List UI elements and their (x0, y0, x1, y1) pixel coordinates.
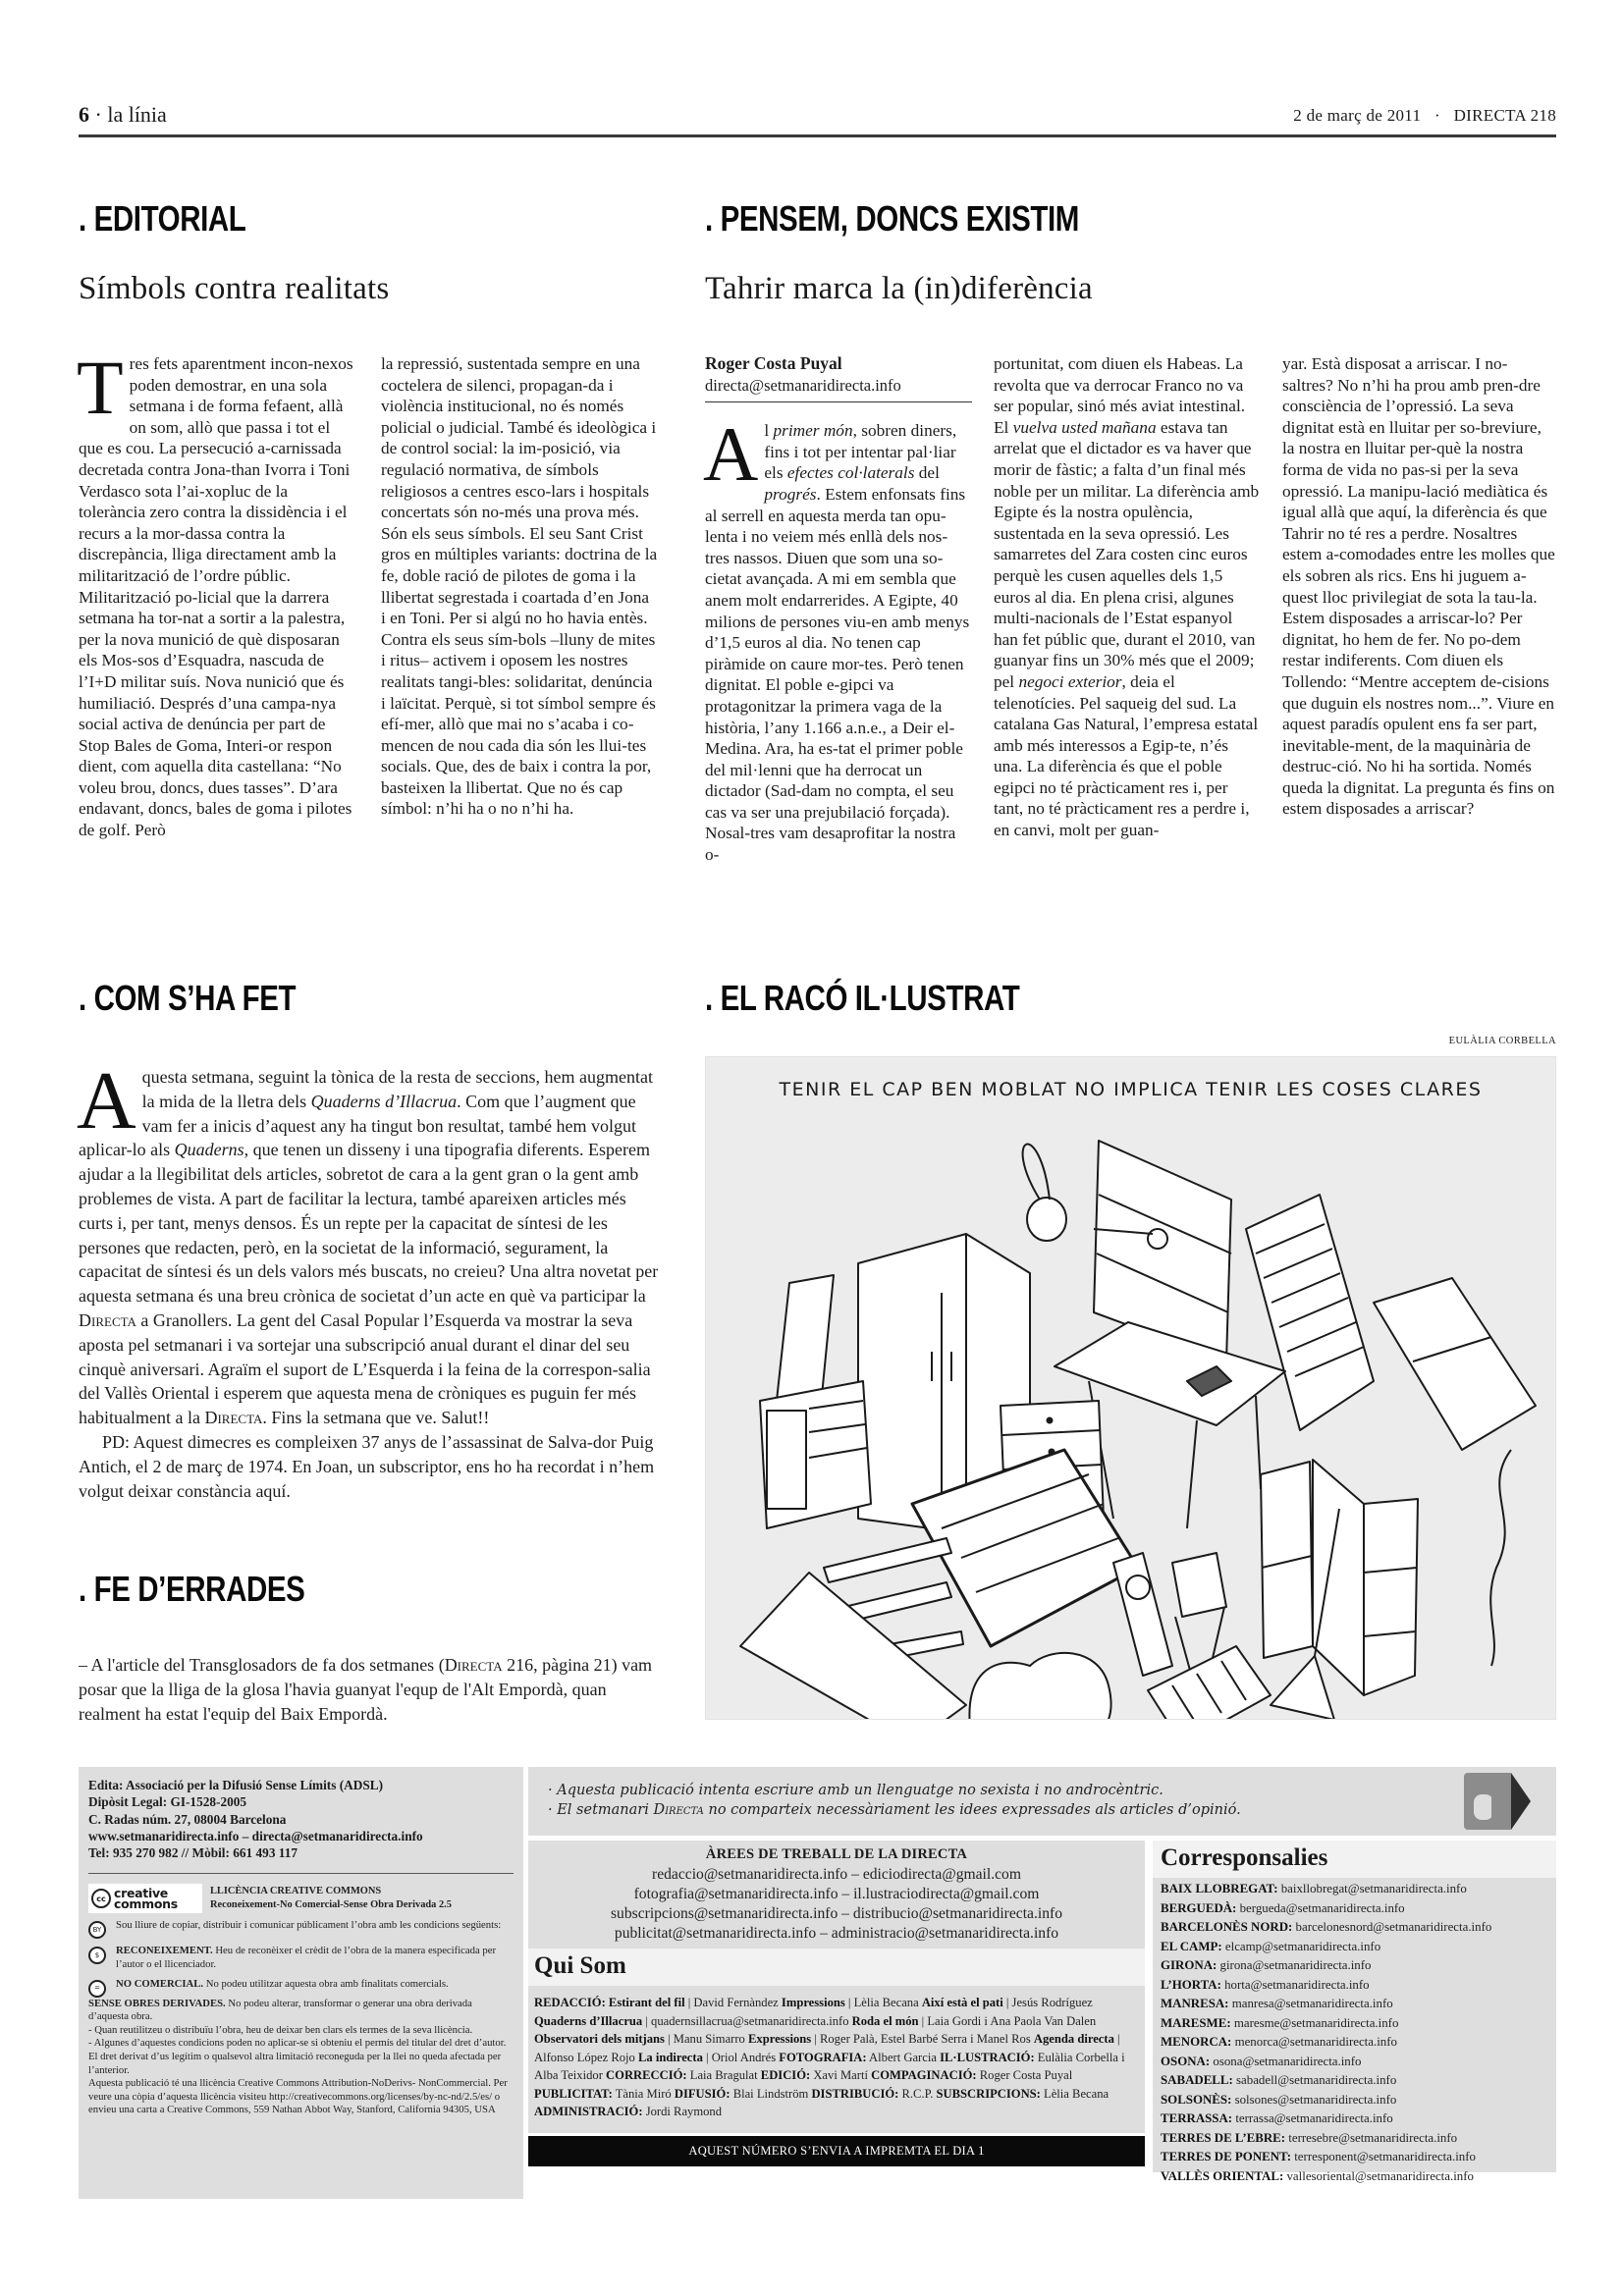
credit-role: Així està el pati (921, 1996, 1003, 2009)
credit-name: | Manu Simarro (664, 2032, 749, 2046)
publisher-info (88, 1777, 514, 1874)
region: BARCELONÈS NORD: (1161, 1920, 1293, 1934)
disclaimer-line-2 (548, 1800, 1241, 1820)
region: BERGUEDÀ: (1161, 1900, 1237, 1915)
license-notice: Aquesta publicació té una llicència Creative Commons Attribution-NoDerivs- NonCommercial. Per veure una còpia d’aquesta llicència visiteu http://creativecommons.org/licenses/by-nc-nd/2.5/es/ o envieu una carta a Creative Commons, 559 Nathan Abbot Way, Stanford, California 94305, USA (88, 2077, 508, 2116)
work-area-emails[interactable]: publicitat@setmanaridirecta.info – administracio@setmanaridirecta.info (614, 1925, 1059, 1942)
furniture-pile-illustration (706, 1057, 1556, 1720)
license-nd (88, 1998, 514, 2024)
opinion-headline: Tahrir marca la (in)diferència (705, 271, 1093, 306)
credit-name: | Laia Gordi i Ana Paola Van Dalen (918, 2013, 1097, 2028)
license-nd-text: No podeu alterar, transformar o generar una obra derivada d’aquesta obra. (88, 1997, 472, 2023)
region-email[interactable]: manresa@setmanaridirecta.info (1231, 1997, 1393, 2010)
arrow-shape (1511, 1773, 1531, 1830)
credit-role: ADMINISTRACIÓ: (534, 2105, 643, 2118)
web-email[interactable]: www.setmanaridirecta.info – directa@setmanaridirecta.info (88, 1828, 423, 1843)
credit-role: SUBSCRIPCIONS: (936, 2086, 1041, 2101)
body-text: estava tan arrelat que el dictador es va haver que morir de fàstic; a falta d’un final més noble per un militar. La diferència amb Egipte és la nostra opulència, sustentada en la seva opressió. Les samarretes del Zara costen cinc euros perquè les cusen aquelles dels 1,5 euros al dia. En plena crisi, algunes multi-nacionals de l’Estat espanyol han fet públic que, durant el 2010, van guanyar fins un 30% més que el 2009; pel (994, 417, 1260, 691)
italic-text: Quaderns d’Illacrua (310, 1091, 458, 1111)
byline (705, 353, 972, 402)
license-variant: Reconeixement-No Comercial-Sense Obra Derivada 2.5 (210, 1899, 452, 1911)
region: MENORCA: (1161, 2035, 1232, 2049)
region: EL CAMP: (1161, 1939, 1222, 1953)
small-caps-text: Directa (79, 1309, 136, 1330)
cc-word-2: commons (114, 1896, 178, 1912)
credit-name: | Jesús Rodríguez (1002, 1996, 1093, 2009)
region: OSONA: (1161, 2054, 1211, 2068)
license-waiver: - Algunes d’aquestes condicions poden no aplicar-se si obteniu el permís del titular del dret d’autor. El dret derivat d’us legítim o qualsevol altra limitació reconeguda per la llei no queda afectada per l’anterior. (88, 2037, 507, 2076)
credit-role: REDACCIÓ: Estirant del fil (534, 1996, 685, 2009)
region-email[interactable]: menorca@setmanaridirecta.info (1234, 2035, 1397, 2049)
correspondent-item (1161, 1956, 1548, 1976)
correspondent-item (1161, 2033, 1548, 2053)
body-text: . Estem enfonsats fins al serrell en aquesta merda tan opu-lenta i no veiem més enllà dels nos-tres nassos. Diuen que som una so-cietat avançada. A mi em sembla que anem molt endarrerides. A Egipte, 40 milions de persones viu-en amb menys d’1,5 euros al dia. No tenen cap piràmide on caure mor-tes. Però tenen dignitat. El poble e-gipci va protagonitzar la primera vaga de la història, l’any 1.166 a.n.e., a Deir el-Medina. Ara, ha es-tat el primer poble del mil·lenni que ha derrocat un dictador (Sad-dam no compta, el seu cas va ser una prejubilació forçada). Nosal-tres vam desaprofitar la nostra o- (705, 484, 970, 865)
italic-text: Quaderns (174, 1140, 244, 1160)
author-name: Roger Costa Puyal (705, 353, 842, 373)
license-nc-text: No podeu utilitzar aquesta obra amb finalitats comercials. (203, 1977, 449, 1990)
body-text: , sobren diners, fins i tot per intentar pal·liar els (764, 421, 957, 483)
illustration-caption: TENIR EL CAP BEN MOBLAT NO IMPLICA TENIR LES COSES CLARES (779, 1079, 1483, 1100)
credit-role: Agenda directa (1033, 2032, 1114, 2046)
body-text: portunitat, com diuen els Habeas. La revolta que va derrocar Franco no va ser popular, sinó més aviat intestinal. El (994, 354, 1246, 437)
postscript-text: PD: Aquest dimecres es compleixen 37 anys de l’assassinat de Salva-dor Puig Antich, el 2 de març de 1974. En Joan, un subscriptor, ens ho ha recordat i n’hem volgut deixar constància aquí. (79, 1431, 655, 1501)
editorial-body-1: res fets aparentment incon-nexos poden demostrar, en una sola setmana i de forma fefaent, allà on som, allò que passa i tot el que es cou. La persecució a-carnissada decretada contra Jona-than Ivorra i Toni Verdasco sota l’ai-xopluc de la tolerància zero contra la dissidència i el recurs a la mor-dassa contra la discrepància, lliga directament amb la militarització de l’ordre públic. Militarització po-licial que la darrera setmana ha tor-nat a sortir a la palestra, per la nova munició de què disposaran els Mos-sos d’Esquadra, nascuda de l’I+D militar suís. Nova nunició que és humiliació. Després d’una campa-nya social activa de denúncia per part de Stop Bales de Goma, Interi-or respon dient, com aquella dita castellana: “No voleu brou, doncs, dues tasses”. D’ara endavant, doncs, bales de goma i pilotes de golf. Però (79, 354, 353, 840)
region: SOLSONÈS: (1161, 2092, 1232, 2107)
correspondent-item (1161, 2053, 1548, 2072)
credit-name: Lèlia Becana (1040, 2086, 1109, 2101)
credit-role: PUBLICITAT: (534, 2086, 613, 2101)
credit-name: | Lèlia Becana (844, 1996, 922, 2009)
illustrated-section-title: . EL RACÓ IL·LUSTRAT (705, 978, 1020, 1018)
region-email[interactable]: vallesoriental@setmanaridirecta.info (1286, 2168, 1474, 2183)
disclaimer-lines (548, 1781, 1241, 1820)
correspondents-title: Corresponsalies (1153, 1841, 1556, 1878)
issue-number: DIRECTA 218 (1453, 106, 1556, 125)
opinion-section-title: . PENSEM, DONCS EXISTIM (705, 198, 1079, 239)
italic-text: negoci exterior (1018, 671, 1122, 691)
region: MARESME: (1161, 2015, 1231, 2030)
region: BAIX LLOBREGAT: (1161, 1882, 1278, 1896)
italic-text: primer món (773, 421, 853, 441)
correspondent-item (1161, 1880, 1548, 1899)
correspondent-item (1161, 2129, 1548, 2149)
d-letter-shape (1464, 1773, 1511, 1830)
region-email[interactable]: osona@setmanaridirecta.info (1213, 2054, 1362, 2068)
body-text: – A l'article del Transglosadors de fa dos setmanes ( (79, 1655, 445, 1675)
credit-name: R.C.P. (898, 2086, 937, 2101)
small-caps-text: Directa (444, 1655, 503, 1675)
region: SABADELL: (1161, 2073, 1233, 2087)
work-areas-title: ÀREES DE TREBALL DE LA DIRECTA (705, 1846, 968, 1862)
illustration-panel (705, 1056, 1556, 1720)
credit-name: | quadernsillacrua@setmanaridirecta.info (642, 2013, 852, 2028)
cc-icon: cc (91, 1889, 111, 1908)
region: MANRESA: (1161, 1997, 1229, 2010)
region-email[interactable]: terrassa@setmanaridirecta.info (1235, 2111, 1393, 2125)
license-name: LLICÈNCIA CREATIVE COMMONS (210, 1886, 382, 1897)
editorial-column-2 (381, 353, 658, 820)
disclaimer-banner (528, 1767, 1556, 1836)
credit-role: Expressions (748, 2032, 812, 2046)
credit-role: COMPAGINACIÓ: (871, 2068, 977, 2082)
by-person-icon: BY (88, 1921, 106, 1939)
license-title (210, 1885, 452, 1912)
correspondent-item (1161, 1938, 1548, 1957)
region-email[interactable]: maresme@setmanaridirecta.info (1233, 2015, 1399, 2030)
credit-name: Jordi Raymond (642, 2105, 723, 2118)
directa-d-logo (1464, 1773, 1529, 1830)
region-email[interactable]: barcelonesnord@setmanaridirecta.info (1295, 1920, 1492, 1934)
correspondent-item (1161, 1918, 1548, 1938)
colophon (79, 1767, 1556, 2204)
fe-derrades-body (79, 1653, 660, 1726)
credit-role: Roda el món (851, 2013, 919, 2028)
region-email[interactable]: sabadell@setmanaridirecta.info (1236, 2073, 1397, 2087)
publisher-license-panel (79, 1767, 523, 2199)
body-text: questa setmana, seguint la tònica de la resta de seccions, hem augmentat la mida de la lletra dels (141, 1067, 653, 1111)
credit-role: FOTOGRAFIA: (779, 2050, 867, 2064)
body-text: . Com que l’augment que vam fer a inicis d’aquest any ha tingut bon resultat, també hem volgut aplicar-lo als (79, 1091, 637, 1160)
disclaimer-line-1: · Aquesta publicació intenta escriure amb un llenguatge no sexista i no androcèntric. (548, 1783, 1163, 1798)
region: GIRONA: (1161, 1958, 1217, 1972)
issue-info (1293, 106, 1556, 126)
qui-som-title: Qui Som (528, 1949, 1145, 1986)
fe-derrades-section-title: . FE D’ERRADES (79, 1569, 305, 1609)
disclaimer-text: · El setmanari (548, 1802, 654, 1818)
noncommercial-dollar-icon: $ (88, 1947, 106, 1964)
body-text: , deia el telenotícies. Pel saqueig del sud. La catalana Gas Natural, l’empresa estatal amb més interessos a Egip-te, n’és una. La diferència és que el poble egipci no té pràcticament res i, per tant, no té pràcticament res a perdre i, en canvi, molt per guan- (994, 671, 1259, 840)
publisher-name: Edita: Associació per la Difusió Sense Límits (ADSL) (88, 1778, 384, 1792)
bullet-separator: · (1425, 106, 1450, 125)
body-text: a Granollers. La gent del Casal Popular l’Esquerda va mostrar la seva aposta pel setmanari i va sortejar una subscripció anual durant el dinar del seu cinquè aniversari. Agraïm el suport de L’Esquerda i la feina de la correspon-salia del Vallès Oriental i esperem que aquesta mena de cròniques es puguin fer més habitualment a la (79, 1309, 651, 1428)
license-by-row (88, 1945, 514, 1971)
small-caps-text: Directa (204, 1408, 263, 1428)
credit-name: Eulàlia Corbella i Alba Teixidor (534, 2050, 1125, 2082)
correspondent-item (1161, 2167, 1548, 2187)
region-email[interactable]: baixllobregat@setmanaridirecta.info (1280, 1882, 1467, 1896)
work-area-emails[interactable]: fotografia@setmanaridirecta.info – il.lustraciodirecta@gmail.com (633, 1886, 1040, 1902)
dropcap: A (703, 411, 759, 498)
editorial-body-2: la repressió, sustentada sempre en una coctelera de silenci, propagan-da i violència institucional, no és només policial o judicial. També és ideològica i de control social: la im-posició, via regulació normativa, de símbols religiosos a centres esco-lars i hospitals concertats són no-més una prova més. Són els seus símbols. El seu Sant Crist gros en múltiples variants: doctrina de la fe, doble ració de pilotes de goma i la llibertat segrestada i coartada d’en Jona i en Toni. Per si algú no ho havia entès. Contra els seus sím-bols –lluny de mites i ritus– activem i oposem les nostres realitats tangi-bles: solidaritat, denúncia i laïcitat. Perquè, si tot símbol sempre és efí-mer, allò que mai no s’acaba i co-mencen de nou cada dia són les llui-tes socials. Que, des de baix i contra la por, basteixen la llibertat. Que no és cap símbol: n’hi ha o no n’hi ha. (381, 354, 658, 819)
region: L’HORTA: (1161, 1977, 1221, 1992)
credit-name: | Alfonso López Rojo (534, 2032, 1120, 2064)
editorial-headline: Símbols contra realitats (79, 271, 390, 306)
region-email[interactable]: terresponent@setmanaridirecta.info (1294, 2150, 1476, 2163)
body-text: del (914, 463, 940, 483)
page-number: 6 (79, 102, 89, 127)
cc-word-1: creative (114, 1886, 168, 1901)
issue-date: 2 de març de 2011 (1293, 106, 1422, 125)
credit-name: Albert Garcia (866, 2050, 941, 2064)
credit-name: Roger Costa Puyal (976, 2068, 1073, 2082)
correspondent-item (1161, 1976, 1548, 1996)
credit-role: DISTRIBUCIÓ: (811, 2086, 899, 2101)
opinion-column-2 (994, 353, 1261, 841)
region-email[interactable]: terresebre@setmanaridirecta.info (1288, 2130, 1458, 2145)
region-email[interactable]: solsones@setmanaridirecta.info (1234, 2092, 1397, 2107)
press-date-bar: AQUEST NÚMERO S’ENVIA A IMPREMTA EL DIA 1 (528, 2136, 1145, 2166)
author-email[interactable]: directa@setmanaridirecta.info (705, 375, 901, 395)
region-email[interactable]: horta@setmanaridirecta.info (1224, 1977, 1370, 1992)
correspondent-item (1161, 2014, 1548, 2034)
credit-role: Quaderns d’Illacrua (534, 2013, 643, 2028)
license-free-row (88, 1919, 514, 1939)
license-header (88, 1884, 514, 1913)
illustration-credit: EULÀLIA CORBELLA (1448, 1036, 1556, 1046)
body-text: yar. Està disposat a arriscar. I no-saltres? No n’hi ha prou amb pren-dre consciència de l’opressió. La seva dignitat està en lluitar per so-breviure, la nostra en lluitar per-què la nostra forma de vida no pas-si per la seva opressió. La manipu-lació mediàtica és igual allà que aquí, la diferència és que Tahrir no té res a perdre. Nosaltres estem a-comodades entre les molles que els sobren als rics. Ens hi juguem a-quest lloc privilegiat de sota la tau-la. Estem disposades a arriscar-lo? Per dignitat, ho hem de fer. No po-dem restar indiferents. Com diuen els Tollendo: “Mentre acceptem de-cisions que duguin els nostres nom...”. Viure en aquest paradís opulent ens fa ser part, inevitable-ment, de la maquinària de destruc-ció. No hi ha sortida. Només queda la dignitat. La pregunta és fins on estem disposades a arriscar? (1282, 354, 1555, 819)
credit-name: Tània Miró (612, 2086, 675, 2101)
dropcap: T (77, 345, 124, 430)
credit-name: | David Fernàndez (684, 1996, 782, 2009)
region-email[interactable]: girona@setmanaridirecta.info (1219, 1958, 1372, 1972)
credit-role: Observatori dels mitjans (534, 2032, 665, 2046)
credit-role: Impressions (781, 1996, 845, 2009)
region: TERRES DE PONENT: (1161, 2150, 1291, 2163)
license-nd-label: SENSE OBRES DERIVADES. (88, 1997, 226, 2009)
body-text: . Fins la setmana que ve. Salut!! (262, 1408, 490, 1428)
noderivs-equals-icon: = (88, 1980, 106, 1998)
license-by-text: Heu de reconèixer el crèdit de l’obra de la manera especificada per l’autor o el llicenciador. (116, 1945, 497, 1971)
region-email[interactable]: bergueda@setmanaridirecta.info (1239, 1900, 1405, 1915)
credit-name: | Oriol Andrés (702, 2050, 780, 2064)
license-nc-label: NO COMERCIAL. (116, 1977, 204, 1990)
region: VALLÈS ORIENTAL: (1161, 2168, 1284, 2183)
qui-som-credits (528, 1986, 1145, 2133)
body-text: l (764, 421, 774, 441)
credit-name: Xavi Martí (810, 2068, 872, 2082)
license-by-label: RECONEIXEMENT. (116, 1945, 213, 1957)
credit-role: DIFUSIÓ: (674, 2086, 730, 2101)
credit-name: Blai Lindström (730, 2086, 812, 2101)
cc-wordmark (114, 1886, 178, 1912)
legal-deposit: Dipòsit Legal: GI-1528-2005 (88, 1794, 247, 1810)
credit-role: CORRECCIÓ: (606, 2068, 687, 2082)
region-email[interactable]: elcamp@setmanaridirecta.info (1224, 1939, 1381, 1953)
work-area-emails[interactable]: subscripcions@setmanaridirecta.info – distribucio@setmanaridirecta.info (610, 1905, 1062, 1922)
correspondent-item (1161, 2148, 1548, 2167)
credit-role: La indirecta (637, 2050, 703, 2064)
correspondent-item (1161, 1995, 1548, 2014)
correspondent-item (1161, 1899, 1548, 1919)
dropcap: A (77, 1055, 136, 1147)
license-free-text: Sou lliure de copiar, distribuir i comunicar públicament l’obra amb les condicions següents: (116, 1919, 502, 1932)
section-name: la línia (107, 102, 167, 127)
italic-text: efectes col·laterals (786, 463, 915, 483)
opinion-column-1 (705, 353, 972, 866)
address: C. Radas núm. 27, 08004 Barcelona (88, 1811, 287, 1827)
editorial-column-1 (77, 345, 355, 841)
correspondent-item (1161, 2071, 1548, 2091)
credit-name: Laia Bragulat (686, 2068, 761, 2082)
credit-role: EDICIÓ: (760, 2068, 811, 2082)
license-nc-row (88, 1978, 514, 1998)
correspondent-item (1161, 2091, 1548, 2110)
credit-role: IL·LUSTRACIÓ: (940, 2050, 1035, 2064)
work-areas-panel (528, 1841, 1145, 1949)
body-text: , que tenen un disseny i una tipografia diferents. Esperem ajudar a la llegibilitat dels articles, sobretot de cara a la gent gran o la gent amb problemes de vista. A part de facilitar la lectura, també apareixen articles més curts i, per tant, menys densos. És un repte per la capacitat de síntesi de les persones que redacten, però, en la societat de la informació, segurament, la capacitat de síntesi és un dels valors més buscats, no creieu? Una altra novetat per aquesta setmana és una breu crònica de societat d’un acte en què va participar la (79, 1140, 659, 1307)
correspondents-list (1153, 1878, 1556, 2183)
small-caps-text: Directa (653, 1802, 704, 1818)
com-sha-fet-body (77, 1055, 660, 1503)
region: TERRES DE L’EBRE: (1161, 2130, 1286, 2145)
disclaimer-text: no comparteix necessàriament les idees expressades als articles d’opinió. (703, 1802, 1241, 1818)
opinion-column-3 (1282, 353, 1556, 820)
com-sha-fet-section-title: . COM S’HA FET (79, 978, 297, 1018)
phone-numbers: Tel: 935 270 982 // Mòbil: 661 493 117 (88, 1845, 298, 1861)
italic-text: vuelva usted mañana (1012, 417, 1157, 437)
region: TERRASSA: (1161, 2111, 1233, 2125)
license-reuse: - Quan reutilitzeu o distribuïu l’obra, heu de deixar ben clars els termes de la seva llicència. (88, 2023, 473, 2036)
credit-name: | Roger Palà, Estel Barbé Serra i Manel Ros (811, 2032, 1034, 2046)
running-header (79, 98, 1556, 137)
body-text: 216, pàgina 21) vam posar que la lliga de la glosa l'havia guanyat l'equp de l'Alt Empordà, quan realment ha estat l'equip del Baix Empordà. (79, 1655, 653, 1724)
creative-commons-logo (88, 1884, 202, 1913)
page-section-label (79, 102, 167, 128)
work-area-emails[interactable]: redaccio@setmanaridirecta.info – ediciodirecta@gmail.com (652, 1866, 1021, 1883)
italic-text: progrés (764, 484, 817, 504)
correspondent-item (1161, 2109, 1548, 2129)
editorial-section-title: . EDITORIAL (79, 198, 246, 239)
bullet-separator: · (94, 102, 108, 127)
